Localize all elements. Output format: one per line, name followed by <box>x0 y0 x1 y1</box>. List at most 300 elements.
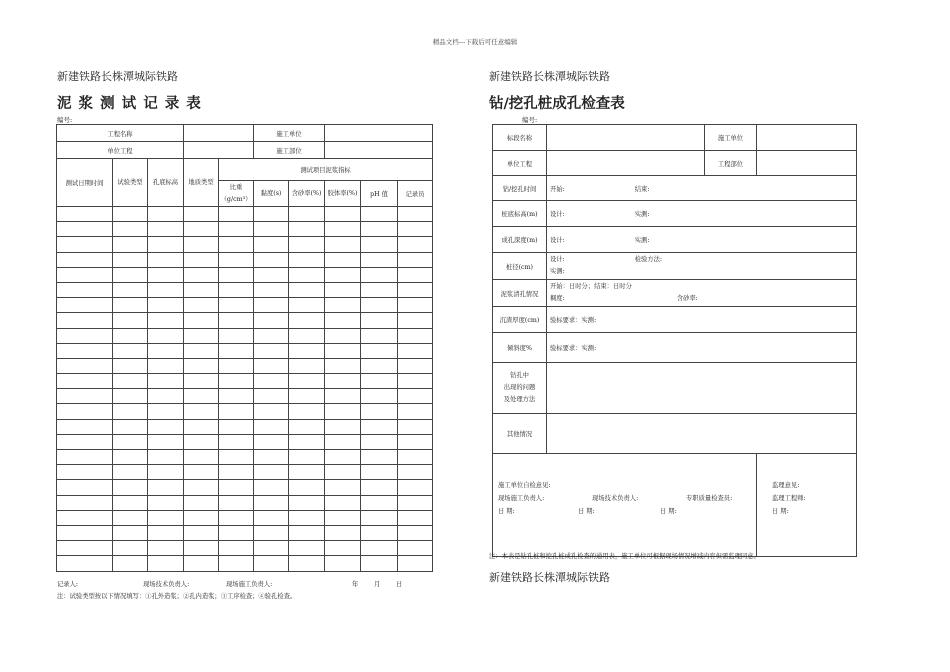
table-cell[interactable] <box>254 389 289 404</box>
table-cell[interactable] <box>113 525 148 540</box>
table-row <box>57 222 433 237</box>
table-cell[interactable] <box>254 480 289 495</box>
table-cell[interactable] <box>254 556 289 571</box>
table-cell[interactable] <box>184 343 219 358</box>
table-cell[interactable] <box>398 328 433 343</box>
table-cell[interactable] <box>113 556 148 571</box>
table-cell[interactable] <box>398 480 433 495</box>
table-cell[interactable] <box>184 495 219 510</box>
table-cell[interactable] <box>57 237 113 252</box>
table-cell[interactable] <box>57 525 113 540</box>
table-cell[interactable] <box>113 237 148 252</box>
table-cell[interactable] <box>184 434 219 449</box>
table-cell[interactable] <box>325 328 361 343</box>
table-cell[interactable] <box>398 313 433 328</box>
table-cell[interactable] <box>184 525 219 540</box>
table-cell[interactable] <box>398 495 433 510</box>
table-cell[interactable] <box>361 419 398 434</box>
cell-construction-part-label: 工程部位 <box>705 151 757 176</box>
table-cell[interactable] <box>219 237 254 252</box>
table-cell[interactable] <box>219 465 254 480</box>
table-cell[interactable] <box>325 252 361 267</box>
table-cell[interactable] <box>57 267 113 282</box>
table-cell[interactable] <box>184 237 219 252</box>
cell-section-name-value[interactable] <box>547 125 705 151</box>
table-cell[interactable] <box>113 207 148 222</box>
table-cell[interactable] <box>148 495 184 510</box>
table-cell[interactable] <box>398 525 433 540</box>
table-cell[interactable] <box>325 343 361 358</box>
table-cell[interactable] <box>361 328 398 343</box>
cell-mud-cleaning-value[interactable] <box>547 280 857 307</box>
table-cell[interactable] <box>398 222 433 237</box>
table-cell[interactable] <box>148 450 184 465</box>
table-cell[interactable] <box>254 267 289 282</box>
cell-sediment-value[interactable]: 验标要求：实测: <box>547 307 857 333</box>
table-cell[interactable] <box>289 282 325 297</box>
table-cell[interactable] <box>361 282 398 297</box>
table-cell[interactable] <box>184 282 219 297</box>
table-cell[interactable] <box>325 510 361 525</box>
table-cell[interactable] <box>57 450 113 465</box>
table-cell[interactable] <box>398 358 433 373</box>
table-row <box>57 298 433 313</box>
table-cell[interactable] <box>361 374 398 389</box>
table-cell[interactable] <box>184 450 219 465</box>
table-cell[interactable] <box>289 313 325 328</box>
table-cell[interactable] <box>219 343 254 358</box>
cell-mud-cleaning-label: 泥浆清孔情况 <box>493 280 547 307</box>
table-cell[interactable] <box>57 541 113 556</box>
table-cell[interactable] <box>219 222 254 237</box>
table-cell[interactable] <box>289 374 325 389</box>
supervisor-engineer: 监理工程师: <box>772 495 806 502</box>
table-row <box>57 374 433 389</box>
table-cell[interactable] <box>219 510 254 525</box>
table-cell[interactable] <box>398 267 433 282</box>
table-cell[interactable] <box>148 222 184 237</box>
table-cell[interactable] <box>113 313 148 328</box>
cell-inclination-value[interactable]: 验标要求：实测: <box>547 333 857 363</box>
table-cell[interactable] <box>148 510 184 525</box>
table-cell[interactable] <box>325 207 361 222</box>
cell-construction-part-value[interactable] <box>757 151 857 176</box>
table-cell[interactable] <box>289 480 325 495</box>
table-cell[interactable] <box>148 480 184 495</box>
table-cell[interactable] <box>398 556 433 571</box>
table-cell[interactable] <box>254 450 289 465</box>
table-cell[interactable] <box>254 207 289 222</box>
table-cell[interactable] <box>254 419 289 434</box>
table-cell[interactable] <box>113 541 148 556</box>
table-cell[interactable] <box>57 207 113 222</box>
table-cell[interactable] <box>398 434 433 449</box>
table-cell[interactable] <box>57 252 113 267</box>
table-cell[interactable] <box>325 419 361 434</box>
table-cell[interactable] <box>57 298 113 313</box>
table-cell[interactable] <box>148 541 184 556</box>
table-cell[interactable] <box>325 404 361 419</box>
table-row <box>57 404 433 419</box>
table-cell[interactable] <box>398 510 433 525</box>
table-cell[interactable] <box>398 404 433 419</box>
left-footer-site-tech: 现场技术负责人: <box>143 581 190 588</box>
table-cell[interactable] <box>398 343 433 358</box>
table-cell[interactable] <box>325 541 361 556</box>
table-cell[interactable] <box>113 374 148 389</box>
table-cell[interactable] <box>398 207 433 222</box>
table-cell[interactable] <box>361 358 398 373</box>
table-cell[interactable] <box>57 222 113 237</box>
table-cell[interactable] <box>113 389 148 404</box>
cell-construction-unit-value[interactable] <box>325 125 433 142</box>
table-cell[interactable] <box>219 556 254 571</box>
table-cell[interactable] <box>361 207 398 222</box>
table-cell[interactable] <box>325 298 361 313</box>
table-cell[interactable] <box>289 328 325 343</box>
table-cell[interactable] <box>361 298 398 313</box>
table-cell[interactable] <box>254 313 289 328</box>
table-cell[interactable] <box>219 419 254 434</box>
table-cell[interactable] <box>113 282 148 297</box>
drill-end: 结束: <box>634 185 650 193</box>
table-cell[interactable] <box>219 298 254 313</box>
table-cell[interactable] <box>325 313 361 328</box>
cell-pile-dia-label: 桩径(cm) <box>493 253 547 280</box>
table-row <box>57 556 433 571</box>
table-cell[interactable] <box>219 541 254 556</box>
table-cell[interactable] <box>361 480 398 495</box>
table-cell[interactable] <box>148 313 184 328</box>
hole-depth-measured: 实测: <box>634 237 650 244</box>
hole-depth-design: 设计: <box>550 237 565 244</box>
table-cell[interactable] <box>289 510 325 525</box>
table-cell[interactable] <box>113 298 148 313</box>
table-cell[interactable] <box>361 313 398 328</box>
table-cell[interactable] <box>219 313 254 328</box>
cell-supervisor[interactable] <box>757 454 857 557</box>
table-cell[interactable] <box>325 525 361 540</box>
table-cell[interactable] <box>325 222 361 237</box>
table-cell[interactable] <box>57 313 113 328</box>
table-cell[interactable] <box>113 328 148 343</box>
table-cell[interactable] <box>113 450 148 465</box>
table-cell[interactable] <box>57 495 113 510</box>
table-cell[interactable] <box>398 298 433 313</box>
table-cell[interactable] <box>148 207 184 222</box>
table-cell[interactable] <box>184 267 219 282</box>
table-cell[interactable] <box>289 389 325 404</box>
cell-hole-depth-value[interactable] <box>547 227 857 253</box>
table-row <box>57 480 433 495</box>
left-project-name: 新建铁路长株潭城际铁路 <box>57 70 178 83</box>
table-cell[interactable] <box>289 525 325 540</box>
cell-pile-bottom-label: 桩底标高(m) <box>493 201 547 227</box>
cell-problems-value[interactable] <box>547 363 857 414</box>
table-cell[interactable] <box>113 252 148 267</box>
table-cell[interactable] <box>148 556 184 571</box>
table-cell[interactable] <box>57 510 113 525</box>
table-cell[interactable] <box>113 495 148 510</box>
table-cell[interactable] <box>148 298 184 313</box>
pile-dia-measured: 实测: <box>550 268 565 275</box>
table-cell[interactable] <box>148 282 184 297</box>
table-cell[interactable] <box>289 465 325 480</box>
cell-construction-unit-value[interactable] <box>757 125 857 151</box>
table-cell[interactable] <box>361 252 398 267</box>
table-cell[interactable] <box>184 465 219 480</box>
table-cell[interactable] <box>325 556 361 571</box>
table-cell[interactable] <box>57 358 113 373</box>
table-cell[interactable] <box>361 450 398 465</box>
table-cell[interactable] <box>361 389 398 404</box>
table-cell[interactable] <box>57 389 113 404</box>
table-cell[interactable] <box>289 450 325 465</box>
table-cell[interactable] <box>398 465 433 480</box>
table-cell[interactable] <box>361 434 398 449</box>
pile-dia-method: 检验方法: <box>634 256 663 263</box>
cell-unit-project-value[interactable] <box>184 142 254 159</box>
table-cell[interactable] <box>184 374 219 389</box>
table-cell[interactable] <box>184 404 219 419</box>
table-cell[interactable] <box>113 267 148 282</box>
table-cell[interactable] <box>361 222 398 237</box>
table-cell[interactable] <box>148 404 184 419</box>
right-project-name: 新建铁路长株潭城际铁路 <box>489 70 610 83</box>
table-cell[interactable] <box>361 267 398 282</box>
table-cell[interactable] <box>361 495 398 510</box>
cell-drill-time-value[interactable] <box>547 176 857 201</box>
table-cell[interactable] <box>148 419 184 434</box>
table-cell[interactable] <box>148 465 184 480</box>
table-cell[interactable] <box>219 404 254 419</box>
table-cell[interactable] <box>57 419 113 434</box>
table-cell[interactable] <box>398 541 433 556</box>
left-footer-day: 日 <box>396 581 403 588</box>
table-cell[interactable] <box>254 374 289 389</box>
table-cell[interactable] <box>325 465 361 480</box>
cell-unit-project-value[interactable] <box>547 151 705 176</box>
table-cell[interactable] <box>219 450 254 465</box>
table-cell[interactable] <box>113 343 148 358</box>
table-cell[interactable] <box>219 267 254 282</box>
table-cell[interactable] <box>254 237 289 252</box>
table-cell[interactable] <box>113 419 148 434</box>
table-cell[interactable] <box>398 237 433 252</box>
table-row <box>57 389 433 404</box>
table-cell[interactable] <box>219 282 254 297</box>
table-cell[interactable] <box>219 525 254 540</box>
table-cell[interactable] <box>254 510 289 525</box>
right-footer-project: 新建铁路长株潭城际铁路 <box>489 571 610 584</box>
table-cell[interactable] <box>289 298 325 313</box>
table-cell[interactable] <box>289 358 325 373</box>
table-cell[interactable] <box>184 313 219 328</box>
table-cell[interactable] <box>184 252 219 267</box>
table-cell[interactable] <box>148 434 184 449</box>
cell-pile-bottom-value[interactable] <box>547 201 857 227</box>
table-cell[interactable] <box>184 541 219 556</box>
table-cell[interactable] <box>184 510 219 525</box>
self-check-site-tech: 现场技术负责人: <box>592 495 639 502</box>
table-cell[interactable] <box>289 237 325 252</box>
table-cell[interactable] <box>184 480 219 495</box>
table-cell[interactable] <box>325 358 361 373</box>
supervisor-opinion: 监理意见: <box>772 482 800 489</box>
pile-bottom-design: 设计: <box>550 211 565 218</box>
col-geology-type: 地质类型 <box>184 159 219 207</box>
table-cell[interactable] <box>184 389 219 404</box>
table-cell[interactable] <box>254 252 289 267</box>
table-cell[interactable] <box>361 541 398 556</box>
table-cell[interactable] <box>113 222 148 237</box>
table-cell[interactable] <box>219 434 254 449</box>
table-cell[interactable] <box>57 374 113 389</box>
col-test-datetime: 测试日期时间 <box>57 159 113 207</box>
table-cell[interactable] <box>254 282 289 297</box>
table-cell[interactable] <box>184 556 219 571</box>
table-cell[interactable] <box>325 374 361 389</box>
cell-self-check[interactable] <box>493 454 757 557</box>
left-form-title: 泥 浆 测 试 记 录 表 <box>57 96 202 112</box>
table-cell[interactable] <box>289 207 325 222</box>
self-check-date-1: 日 期: <box>498 508 515 515</box>
table-cell[interactable] <box>289 495 325 510</box>
table-cell[interactable] <box>57 480 113 495</box>
left-footer-recorder: 记录人: <box>57 581 79 588</box>
table-cell[interactable] <box>184 328 219 343</box>
table-cell[interactable] <box>361 237 398 252</box>
table-cell[interactable] <box>184 207 219 222</box>
table-cell[interactable] <box>325 389 361 404</box>
left-footnote: 注：试验类型按以下情况填写：①孔外造浆；②孔内造浆；③工序检查；④验孔检查。 <box>57 593 297 600</box>
mud-consistency: 稠度: <box>550 295 565 302</box>
table-cell[interactable] <box>398 389 433 404</box>
table-cell[interactable] <box>254 328 289 343</box>
table-cell[interactable] <box>57 282 113 297</box>
table-cell[interactable] <box>361 525 398 540</box>
table-cell[interactable] <box>398 252 433 267</box>
table-cell[interactable] <box>254 525 289 540</box>
table-cell[interactable] <box>289 404 325 419</box>
col-ph: pH 值 <box>361 181 398 207</box>
table-cell[interactable] <box>325 434 361 449</box>
table-cell[interactable] <box>398 282 433 297</box>
table-cell[interactable] <box>219 389 254 404</box>
table-cell[interactable] <box>219 374 254 389</box>
table-cell[interactable] <box>219 480 254 495</box>
table-cell[interactable] <box>254 358 289 373</box>
self-check-date-2: 日 期: <box>578 508 595 515</box>
table-cell[interactable] <box>254 541 289 556</box>
table-cell[interactable] <box>148 343 184 358</box>
table-cell[interactable] <box>361 343 398 358</box>
table-cell[interactable] <box>148 267 184 282</box>
table-cell[interactable] <box>57 404 113 419</box>
table-cell[interactable] <box>254 404 289 419</box>
table-cell[interactable] <box>398 419 433 434</box>
col-viscosity: 黏度(s) <box>254 181 289 207</box>
table-cell[interactable] <box>325 267 361 282</box>
table-cell[interactable] <box>361 404 398 419</box>
table-cell[interactable] <box>398 374 433 389</box>
table-cell[interactable] <box>219 495 254 510</box>
table-cell[interactable] <box>57 465 113 480</box>
table-cell[interactable] <box>398 450 433 465</box>
table-cell[interactable] <box>289 267 325 282</box>
table-cell[interactable] <box>113 510 148 525</box>
table-cell[interactable] <box>254 222 289 237</box>
cell-project-name-value[interactable] <box>184 125 254 142</box>
cell-pile-dia-value[interactable] <box>547 253 857 280</box>
table-cell[interactable] <box>148 525 184 540</box>
table-cell[interactable] <box>57 434 113 449</box>
table-cell[interactable] <box>57 343 113 358</box>
table-cell[interactable] <box>219 252 254 267</box>
table-cell[interactable] <box>184 419 219 434</box>
table-cell[interactable] <box>361 556 398 571</box>
table-cell[interactable] <box>289 419 325 434</box>
table-cell[interactable] <box>184 358 219 373</box>
cell-construction-part-value[interactable] <box>325 142 433 159</box>
table-cell[interactable] <box>289 343 325 358</box>
table-cell[interactable] <box>289 222 325 237</box>
table-cell[interactable] <box>289 252 325 267</box>
table-cell[interactable] <box>325 495 361 510</box>
table-row <box>57 328 433 343</box>
table-cell[interactable] <box>148 252 184 267</box>
table-cell[interactable] <box>148 328 184 343</box>
table-cell[interactable] <box>113 480 148 495</box>
table-cell[interactable] <box>184 222 219 237</box>
table-cell[interactable] <box>361 465 398 480</box>
table-cell[interactable] <box>325 450 361 465</box>
table-cell[interactable] <box>289 556 325 571</box>
table-cell[interactable] <box>219 328 254 343</box>
table-cell[interactable] <box>325 282 361 297</box>
table-cell[interactable] <box>325 237 361 252</box>
table-cell[interactable] <box>148 389 184 404</box>
table-cell[interactable] <box>254 495 289 510</box>
left-footer-month: 月 <box>374 581 381 588</box>
table-cell[interactable] <box>148 374 184 389</box>
table-cell[interactable] <box>219 358 254 373</box>
table-cell[interactable] <box>113 434 148 449</box>
table-cell[interactable] <box>361 510 398 525</box>
table-cell[interactable] <box>325 480 361 495</box>
table-cell[interactable] <box>254 298 289 313</box>
table-cell[interactable] <box>113 465 148 480</box>
left-footer-year: 年 <box>352 581 359 588</box>
table-cell[interactable] <box>219 207 254 222</box>
table-cell[interactable] <box>254 343 289 358</box>
table-cell[interactable] <box>148 358 184 373</box>
table-cell[interactable] <box>57 556 113 571</box>
table-cell[interactable] <box>289 541 325 556</box>
col-recorder: 记录员 <box>398 181 433 207</box>
table-cell[interactable] <box>254 434 289 449</box>
table-cell[interactable] <box>148 237 184 252</box>
mud-clean-time: 开始：日时分；结束：日时分 <box>550 283 632 290</box>
cell-other-value[interactable] <box>547 414 857 454</box>
table-cell[interactable] <box>254 465 289 480</box>
table-row <box>57 465 433 480</box>
table-cell[interactable] <box>113 358 148 373</box>
table-cell[interactable] <box>184 298 219 313</box>
table-cell[interactable] <box>113 404 148 419</box>
table-cell[interactable] <box>57 328 113 343</box>
table-cell[interactable] <box>289 434 325 449</box>
